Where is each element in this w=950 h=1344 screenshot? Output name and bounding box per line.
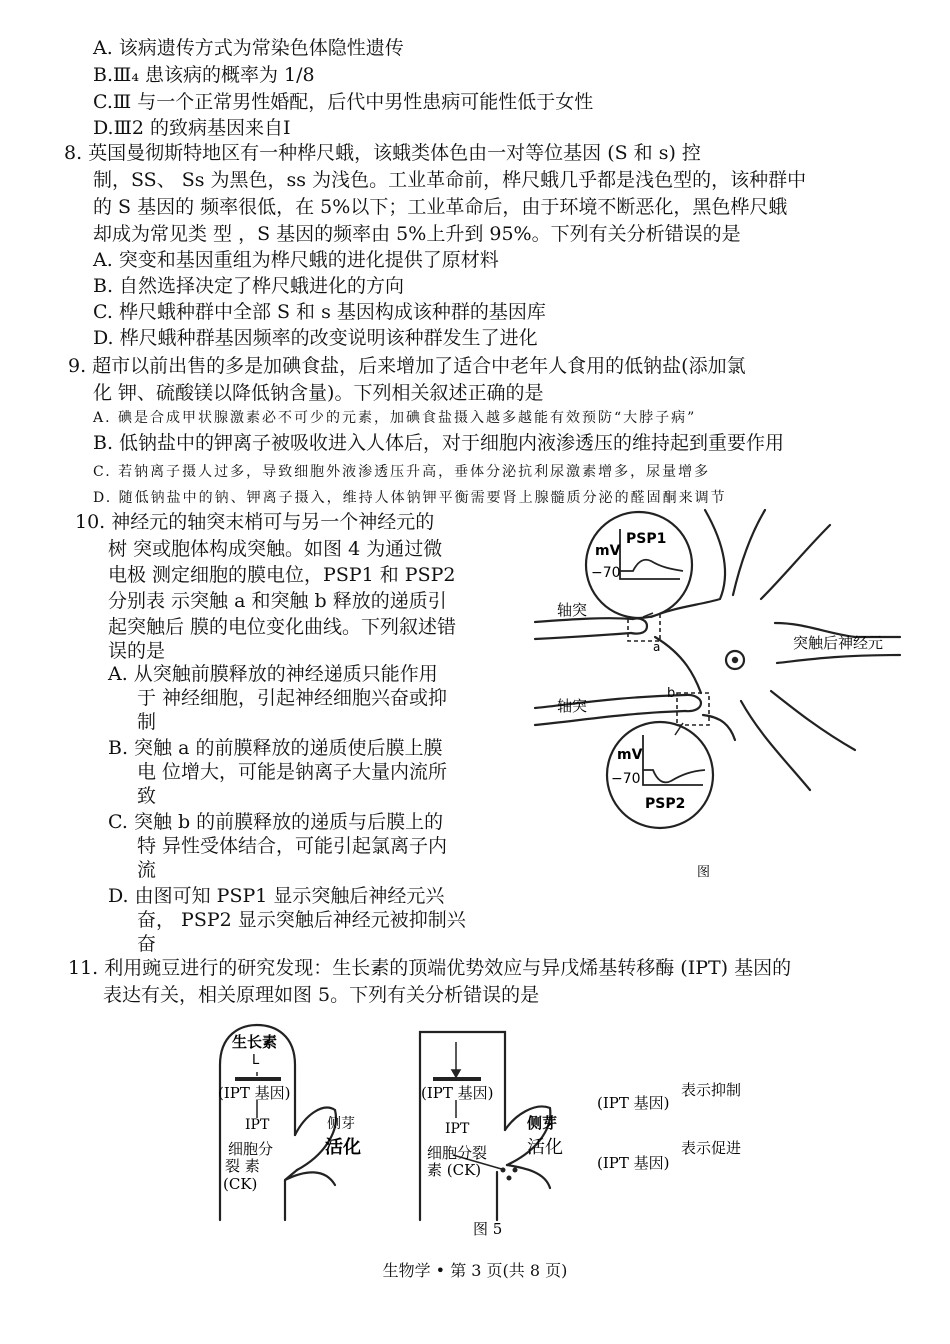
q9-stem-line1: 9. 超市以前出售的多是加碘食盐，后来增加了适合中老年人食用的低钠盐(添加氯 — [68, 355, 746, 377]
q10-stem-line4: 分别表 示突触 a 和突触 b 释放的递质引 — [108, 590, 447, 612]
q8-stem-line4: 却成为常见类 型 ，S 基因的频率由 5%上升到 95%。下列有关分析错误的是 — [93, 223, 741, 245]
q10-option-a-line1: A. 从突触前膜释放的神经递质只能作用 — [108, 663, 438, 685]
fig5-ck-left-line2: 裂 素 — [225, 1157, 260, 1175]
fig4-neg70-label-bottom: −70 — [611, 771, 641, 787]
fig5-activate-right: 活化 — [527, 1137, 563, 1158]
fig5-ck-left-line3: (CK) — [223, 1175, 258, 1193]
fig5-ck-left-line1: 细胞分 — [228, 1140, 274, 1158]
q9-stem-line2: 化 钾、硫酸镁以降低钠含量)。下列相关叙述正确的是 — [93, 382, 544, 404]
q10-option-a-line2: 于 神经细胞，引起神经细胞兴奋或抑 — [137, 687, 448, 709]
q10-option-c-line3: 流 — [137, 859, 157, 881]
q10-option-b-line2: 电 位增大，可能是钠离子大量内流所 — [137, 761, 448, 783]
q7-option-a: A. 该病遗传方式为常染色体隐性遗传 — [93, 37, 404, 59]
q10-option-a-line3: 制 — [137, 711, 157, 733]
q11-stem-line2: 表达有关，相关原理如图 5。下列有关分析错误的是 — [103, 984, 540, 1006]
q10-stem-line2: 树 突或胞体构成突触。如图 4 为通过微 — [108, 538, 443, 560]
fig4-postsynaptic-neuron-label: 突触后神经元 — [793, 634, 884, 652]
q11-stem-line1: 11. 利用豌豆进行的研究发现：生长素的顶端优势效应与异戊烯基转移酶 (IPT) 基因的 — [68, 957, 792, 979]
fig5-caption: 图 5 — [473, 1220, 503, 1238]
fig5-legend-inhibit-text: 表示抑制 — [681, 1081, 742, 1099]
fig4-mv-label-top: mV — [595, 543, 621, 559]
fig5-legend-promote-gene: (IPT 基因) — [597, 1154, 670, 1172]
page-footer: 生物学 • 第 3 页(共 8 页) — [382, 1261, 568, 1280]
fig4-caption: 图 — [697, 865, 711, 880]
q7-option-d: D.Ⅲ2 的致病基因来自Ⅰ — [93, 117, 291, 139]
fig5-bud-right: 侧芽 — [527, 1114, 558, 1132]
q7-option-c: C.Ⅲ 与一个正常男性婚配，后代中男性患病可能性低于女性 — [93, 91, 594, 113]
fig5-ck-right-line1: 细胞分裂 — [427, 1144, 488, 1162]
fig4-neg70-label-top: −70 — [591, 565, 621, 581]
fig5-ipt-gene-left: (IPT 基因) — [218, 1084, 291, 1102]
q10-stem-line5: 起突触后 膜的电位变化曲线。下列叙述错 — [108, 616, 457, 638]
q8-stem-line2: 制，SS、 Ss 为黑色，ss 为浅色。工业革命前，桦尺蛾几乎都是浅色型的，该种群中 — [93, 169, 807, 191]
q10-option-c-line1: C. 突触 b 的前膜释放的递质与后膜上的 — [108, 811, 444, 833]
q10-stem-line1: 10. 神经元的轴突末梢可与另一个神经元的 — [75, 511, 435, 533]
fig5-legend-inhibit-gene: (IPT 基因) — [597, 1094, 670, 1112]
q10-option-b-line1: B. 突触 a 的前膜释放的递质使后膜上膜 — [108, 737, 443, 759]
q9-option-b: B. 低钠盐中的钾离子被吸收进入人体后，对于细胞内液渗透压的维持起到重要作用 — [93, 432, 785, 454]
q8-stem-line3: 的 S 基因的 频率很低，在 5%以下；工业革命后，由于环境不断恶化，黑色桦尺蛾 — [93, 196, 788, 218]
fig5-ipt-left: IPT — [245, 1117, 270, 1133]
fig5-legend-promote-text: 表示促进 — [681, 1139, 742, 1157]
q10-option-d-line1: D. 由图可知 PSP1 显示突触后神经元兴 — [108, 885, 445, 907]
q8-option-d: D. 桦尺蛾种群基因频率的改变说明该种群发生了进化 — [93, 327, 538, 349]
fig4-psp1-label: PSP1 — [626, 531, 667, 547]
q10-option-d-line3: 奋 — [137, 933, 157, 955]
q10-stem-line3: 电极 测定细胞的膜电位，PSP1 和 PSP2 — [108, 564, 456, 586]
q10-stem-line6: 误的是 — [108, 640, 166, 662]
fig4-synapse-b-label: b — [667, 686, 676, 701]
q7-option-b: B.Ⅲ₄ 患该病的概率为 1/8 — [93, 64, 315, 86]
apical-dominance-figure — [205, 1020, 765, 1245]
fig5-bud-left: 侧芽 — [327, 1116, 355, 1132]
fig4-axon-top-label: 轴突 — [557, 601, 588, 619]
fig4-psp2-label: PSP2 — [645, 796, 686, 812]
q9-option-c: C. 若钠离子摄人过多，导致细胞外液渗透压升高，垂体分泌抗利尿激素增多，尿量增多 — [93, 464, 711, 480]
q9-option-d: D. 随低钠盐中的钠、钾离子摄入，维持人体钠钾平衡需要肾上腺髓质分泌的醛固酮来调节 — [93, 490, 727, 506]
fig5-auxin-label: 生长素 — [232, 1033, 278, 1051]
fig4-synapse-a-label: a — [653, 640, 661, 654]
fig5-ipt-right: IPT — [445, 1121, 470, 1137]
fig4-axon-bottom-label: 轴突 — [557, 697, 588, 715]
q8-option-a: A. 突变和基因重组为桦尺蛾的进化提供了原材料 — [93, 249, 499, 271]
fig5-ipt-gene-right: (IPT 基因) — [421, 1084, 494, 1102]
q10-option-b-line3: 致 — [137, 785, 157, 807]
fig5-auxin-l-label: L — [252, 1053, 260, 1068]
neuron-synapse-figure — [525, 505, 910, 885]
fig5-activate-left: 活化 — [325, 1137, 361, 1158]
q8-option-c: C. 桦尺蛾种群中全部 S 和 s 基因构成该种群的基因库 — [93, 301, 546, 323]
q8-stem-line1: 8. 英国曼彻斯特地区有一种桦尺蛾，该蛾类体色由一对等位基因 (S 和 s) 控 — [64, 142, 701, 164]
q9-option-a: A. 碘是合成甲状腺激素必不可少的元素，加碘食盐摄入越多越能有效预防“大脖子病” — [93, 410, 697, 426]
q8-option-b: B. 自然选择决定了桦尺蛾进化的方向 — [93, 275, 405, 297]
fig5-ck-right-line2: 素 (CK) — [427, 1161, 482, 1179]
fig4-mv-label-bottom: mV — [617, 747, 643, 763]
q10-option-d-line2: 奋， PSP2 显示突触后神经元被抑制兴 — [137, 909, 466, 931]
q10-option-c-line2: 特 异性受体结合，可能引起氯离子内 — [137, 835, 448, 857]
